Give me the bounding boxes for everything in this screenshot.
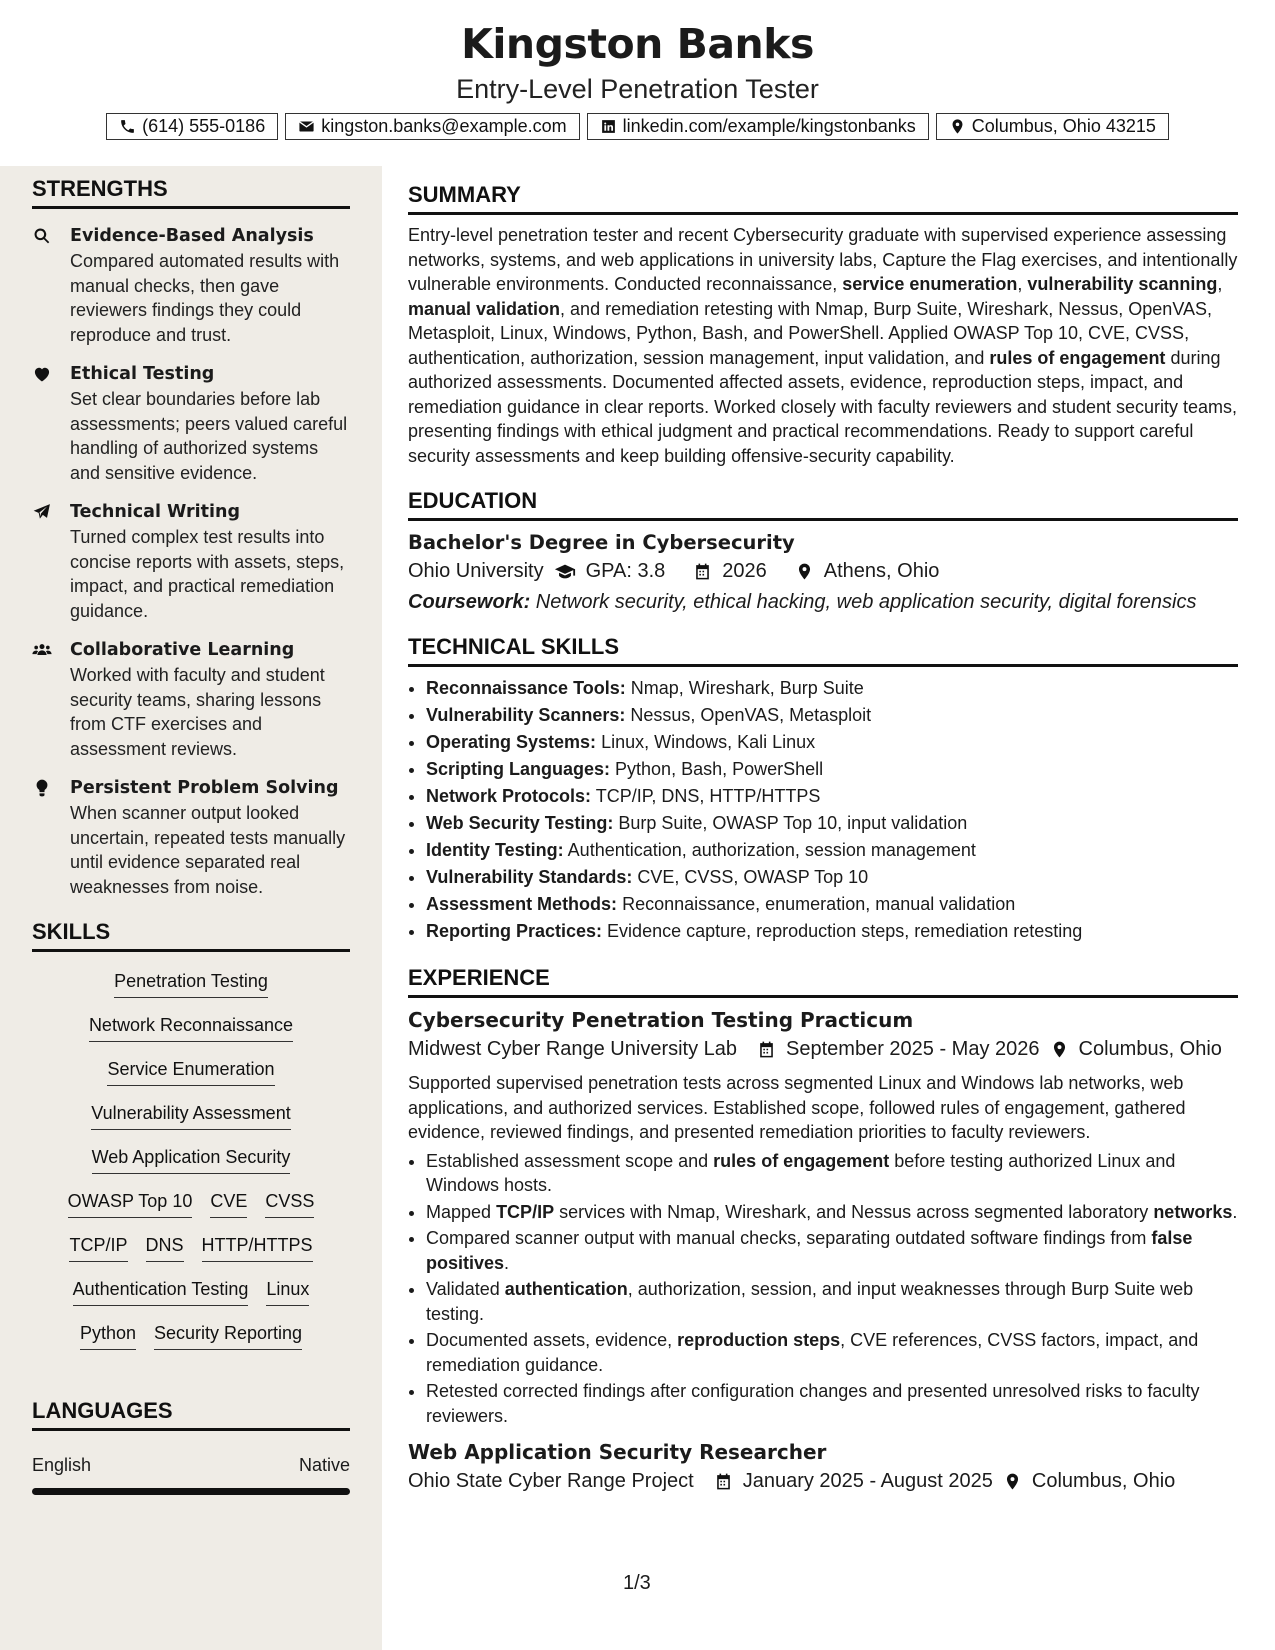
text-run: , and remediation retesting with Nmap, Burp Suite, Wireshark, Nessus, OpenVAS, Metasploit, Linux, Windows, Python, Bash, and PowerShell. Applied OWASP Top 10, CVE, CVSS, authentication, authorization, session management, input validation, and [408,298,1213,368]
sidebar [0,166,382,1650]
candidate-title: Entry-Level Penetration Tester [456,74,819,104]
coursework-list: Network security, ethical hacking, web application security, digital forensics [530,591,1197,613]
job-dates: January 2025 - August 2025 [742,1470,993,1492]
education-section [408,488,1238,614]
contact-linkedin-text: linkedin.com/example/kingstonbanks [622,116,916,136]
skill-chip: Python [80,1322,136,1350]
language-level: Native [298,1455,350,1475]
strength-desc: Worked with faculty and student security teams, sharing lessons from CTF exercises and assessment reviews. [70,665,325,759]
job-bullet [426,1328,1238,1377]
strength-title: Ethical Testing [70,364,215,384]
languages-section [32,1398,350,1495]
technical-skills-list [408,675,1238,945]
skills-section [32,919,350,1350]
emphasis-text: vulnerability scanning [1027,274,1218,294]
contact-location[interactable] [936,113,1169,140]
calendar-icon [757,1040,776,1059]
summary-text [408,223,1238,468]
strength-desc: When scanner output looked uncertain, repeated tests manually until evidence separated real weaknesses from noise. [70,803,346,897]
education-heading: EDUCATION [408,488,1238,521]
coursework-label: Coursework: [408,591,531,613]
skill-chip-row [32,1278,350,1306]
technical-skill-value: Evidence capture, reproduction steps, remediation retesting [602,921,1083,941]
job-location: Columbus, Ohio [1031,1470,1176,1492]
summary-section [408,182,1238,468]
experience-section [408,965,1238,1493]
skill-chip: CVSS [265,1190,314,1218]
languages-heading: LANGUAGES [32,1398,350,1431]
job-bullet-list [408,1149,1238,1429]
technical-skill-value: TCP/IP, DNS, HTTP/HTTPS [591,786,821,806]
technical-skill-value: Nmap, Wireshark, Burp Suite [625,678,864,698]
map-pin-icon [1050,1040,1069,1059]
text-run: . [1232,1201,1238,1222]
contact-phone-text: (614) 555-0186 [142,116,266,136]
technical-skills-heading: TECHNICAL SKILLS [408,634,1238,667]
technical-skill-item [426,783,1238,810]
technical-skill-value: Authentication, authorization, session management [563,840,976,860]
strength-title: Technical Writing [70,502,241,522]
technical-skill-label: Vulnerability Scanners: [426,705,626,725]
skill-chip: Linux [266,1278,309,1306]
job-location: Columbus, Ohio [1078,1038,1222,1060]
text-run: services with Nmap, Wireshark, and Nessus across segmented laboratory [554,1201,1154,1222]
technical-skill-item [426,891,1238,918]
skill-chip: Network Reconnaissance [89,1014,293,1042]
skill-chip: Penetration Testing [114,970,268,998]
technical-skills-section [408,634,1238,945]
education-meta [408,560,1238,583]
skill-chip-row [32,1190,350,1218]
paper-plane-icon [32,502,52,522]
degree-title: Bachelor's Degree in Cybersecurity [408,531,795,554]
candidate-name: Kingston Banks [461,20,814,68]
summary-heading: SUMMARY [408,182,1238,215]
technical-skill-item [426,864,1238,891]
coursework [408,591,1238,614]
technical-skill-item [426,810,1238,837]
technical-skill-item [426,675,1238,702]
skill-chip: CVE [210,1190,247,1218]
job-bullet [426,1277,1238,1326]
strength-title: Evidence-Based Analysis [70,226,314,246]
job-title: Cybersecurity Penetration Testing Practicum [408,1008,914,1032]
emphasis-text: manual validation [408,298,561,319]
phone-icon [119,118,136,135]
text-run: , CVE references, CVSS factors, impact, and remediation guidance. [426,1330,1199,1375]
text-run: Retested corrected findings after configuration changes and presented unresolved risks to faculty reviewers. [426,1381,1200,1426]
strength-desc: Turned complex test results into concise reports with assets, steps, impact, and practical remediation guidance. [70,527,345,621]
heart-icon [32,364,52,384]
strength-title: Persistent Problem Solving [70,778,339,798]
emphasis-text: reproduction steps [677,1330,841,1350]
text-run: Entry-level penetration tester and recent Cybersecurity graduate with supervised experience assessing networks, systems, and web applications in university labs, Capture the Flag exercises, and intentionally vulnerable environments. Conducted reconnaissance, [408,225,1238,294]
emphasis-text: networks [1153,1201,1233,1222]
technical-skill-value: Linux, Windows, Kali Linux [596,732,816,752]
job-organization: Midwest Cyber Range University Lab [408,1038,738,1060]
job-meta [408,1038,1238,1061]
page-number: 1/3 [623,1572,651,1594]
technical-skill-label: Vulnerability Standards: [426,867,633,887]
technical-skill-value: Nessus, OpenVAS, Metasploit [625,705,872,725]
skill-chip: Vulnerability Assessment [91,1102,290,1130]
strengths-heading: STRENGTHS [32,176,350,209]
emphasis-text: authentication [504,1279,628,1299]
skill-chip: Service Enumeration [107,1058,274,1086]
job-meta [408,1470,1238,1493]
experience-heading: EXPERIENCE [408,965,1238,998]
technical-skill-label: Reconnaissance Tools: [426,678,626,698]
technical-skill-label: Network Protocols: [426,786,592,806]
skill-chip: HTTP/HTTPS [202,1234,313,1262]
technical-skill-label: Reporting Practices: [426,921,603,941]
emphasis-text: rules of engagement [713,1150,890,1171]
skill-chip-row [32,1014,350,1042]
users-icon [32,640,52,660]
skill-chip-row [32,1102,350,1130]
strength-item [32,223,350,347]
skill-chip-row [32,1322,350,1350]
contact-location-text: Columbus, Ohio 43215 [971,116,1156,136]
technical-skill-value: Reconnaissance, enumeration, manual validation [617,894,1016,914]
emphasis-text: service enumeration [842,274,1018,294]
job-bullet [426,1226,1238,1275]
main-content [408,182,1238,1513]
strength-item [32,361,350,485]
technical-skill-label: Assessment Methods: [426,894,618,914]
language-proficiency-bar [32,1488,350,1495]
skill-chip: DNS [146,1234,184,1262]
text-run: Documented assets, evidence, [426,1330,678,1350]
job-title: Web Application Security Researcher [408,1440,827,1464]
job-dates: September 2025 - May 2026 [786,1038,1040,1060]
emphasis-text: TCP/IP [496,1201,555,1222]
envelope-icon [298,118,315,135]
job-organization: Ohio State Cyber Range Project [408,1470,694,1492]
emphasis-text: false positives [426,1228,1193,1273]
skill-chip-row [32,1146,350,1174]
skill-chip: Security Reporting [154,1322,302,1350]
technical-skill-label: Operating Systems: [426,732,597,752]
graduation-year: 2026 [722,560,767,582]
contact-bar [0,113,1275,140]
skill-chip-list [32,970,350,1350]
text-run: , [1017,274,1028,294]
job-description: Supported supervised penetration tests across segmented Linux and Windows lab networks, web applications, and authorized services. Established scope, followed rules of engagement, gathered evidence, reviewed findings, and presented remediation priorities to faculty reviewers. [408,1073,1186,1142]
language-name: English [32,1455,92,1475]
strength-item [32,775,350,899]
graduation-cap-icon [554,561,576,583]
skill-chip-row [32,1058,350,1086]
job-bullet [426,1379,1238,1428]
technical-skill-item [426,702,1238,729]
skill-chip: Web Application Security [92,1146,291,1174]
language-row [32,1455,350,1476]
technical-skill-value: Burp Suite, OWASP Top 10, input validation [613,813,968,833]
strength-item [32,499,350,623]
skill-chip: TCP/IP [69,1234,127,1262]
strength-item [32,637,350,761]
calendar-icon [693,562,712,581]
job-entry [408,1440,1238,1493]
skill-chip-row [32,1234,350,1262]
calendar-icon [714,1472,733,1491]
skill-chip-row [32,970,350,998]
map-pin-icon [1003,1472,1022,1491]
strength-desc: Set clear boundaries before lab assessments; peers valued careful handling of authorized systems and sensitive evidence. [70,389,348,483]
emphasis-text: rules of engagement [989,347,1166,368]
technical-skill-label: Identity Testing: [426,840,564,860]
text-run: , authorization, session, and input weaknesses through Burp Suite web testing. [426,1279,1194,1324]
technical-skill-value: Python, Bash, PowerShell [610,759,824,779]
contact-phone[interactable] [106,113,278,140]
strength-desc: Compared automated results with manual checks, then gave reviewers findings they could reproduce and trust. [70,251,340,345]
skill-chip: Authentication Testing [73,1278,249,1306]
contact-email[interactable] [285,113,579,140]
job-list [408,1008,1238,1493]
text-run: . [504,1252,510,1273]
technical-skill-label: Web Security Testing: [426,813,614,833]
sidebar-content [32,176,350,1495]
skill-chip: OWASP Top 10 [68,1190,193,1218]
map-pin-icon [949,118,966,135]
text-run: Established assessment scope and [426,1150,714,1171]
text-run: Compared scanner output with manual checks, separating outdated software findings from [426,1228,1152,1248]
technical-skill-label: Scripting Languages: [426,759,611,779]
job-bullet [426,1200,1238,1225]
search-icon [32,226,52,246]
contact-linkedin[interactable] [587,113,929,140]
job-bullet [426,1149,1238,1198]
skills-heading: SKILLS [32,919,350,952]
technical-skill-item [426,918,1238,945]
lightbulb-icon [32,778,52,798]
text-run: Validated [426,1279,505,1299]
text-run: before testing authorized Linux and Windows hosts. [426,1150,1176,1195]
technical-skill-item [426,756,1238,783]
gpa: GPA: 3.8 [585,560,666,582]
job-entry [408,1008,1238,1428]
school-name: Ohio University [408,560,544,582]
text-run: Mapped [426,1201,497,1222]
strength-title: Collaborative Learning [70,640,295,660]
technical-skill-item [426,729,1238,756]
map-pin-icon [795,562,814,581]
education-location: Athens, Ohio [823,560,940,582]
contact-email-text: kingston.banks@example.com [321,116,567,136]
text-run: , [1217,274,1223,294]
technical-skill-item [426,837,1238,864]
text-run: during authorized assessments. Documented affected assets, evidence, reproduction steps, impact, and remediation guidance in clear reports. Worked closely with faculty reviewers and student security teams, presenting findings with ethical judgment and practical recommendations. Ready to support careful security assessments and keep building offensive-security capability. [408,347,1238,466]
resume-header [0,0,1275,160]
linkedin-icon [600,118,617,135]
technical-skill-value: CVE, CVSS, OWASP Top 10 [632,867,869,887]
